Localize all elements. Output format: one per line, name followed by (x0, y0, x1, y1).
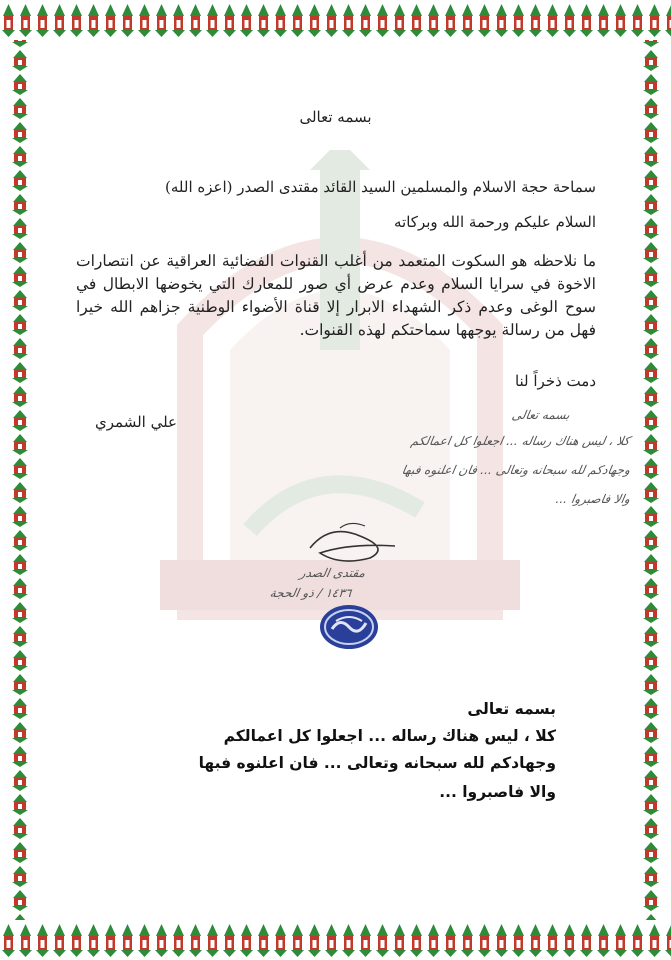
handwritten-line: وجهادكم لله سبحانه وتعالى ... فان اعلنوه فبها (400, 463, 632, 477)
typed-reply-line: والا فاصبروا ... (439, 783, 556, 801)
handwritten-date: ١٤٣٦ / ذو الحجة (268, 586, 353, 600)
letter-body: ما نلاحظه هو السكوت المتعمد من أغلب القنوات الفضائية العراقية عن انتصارات الاخوة في سرايا السلام وعدم عرض أي صور للمعارك التي يخوضها الابطال في سوح الوغى وعدم ذكر الشهداء الابرار إلا قناة الأضواء الوطنية جزاهم الله خيرا فهل من رسالة يوجهها سماحتكم لهذه القنوات. (76, 252, 596, 339)
handwritten-line: والا فاصبروا ... (554, 492, 632, 506)
typed-reply-line: وجهادكم لله سبحانه وتعالى ... فان اعلنوه فبها (198, 754, 556, 772)
letter-closing: دمت ذخراً لنا (514, 372, 596, 390)
handwritten-line: كلا ، ليس هناك رساله ... اجعلوا كل اعمالكم (410, 434, 632, 448)
handwritten-line: بسمه تعالى (511, 408, 572, 422)
decorative-border-left (0, 0, 40, 960)
letter-basmala: بسمه تعالى (299, 108, 372, 126)
typed-reply-line: كلا ، ليس هناك رساله ... اجعلوا كل اعمالكم (223, 727, 556, 745)
handwritten-reply (270, 400, 630, 630)
signature-scribble (300, 518, 410, 568)
letter-signature: علي الشمري (95, 413, 177, 431)
decorative-border-top (0, 0, 671, 40)
typed-reply-line: بسمه تعالى (467, 700, 556, 718)
decorative-border-right (631, 0, 671, 960)
decorative-border-bottom (0, 920, 671, 960)
seal-stamp (318, 603, 380, 651)
letter-greeting: السلام عليكم ورحمة الله وبركاته (394, 213, 596, 231)
letter-address: سماحة حجة الاسلام والمسلمين السيد القائد مقتدى الصدر (اعزه الله) (165, 178, 596, 196)
handwritten-signer: مقتدى الصدر (298, 566, 367, 580)
